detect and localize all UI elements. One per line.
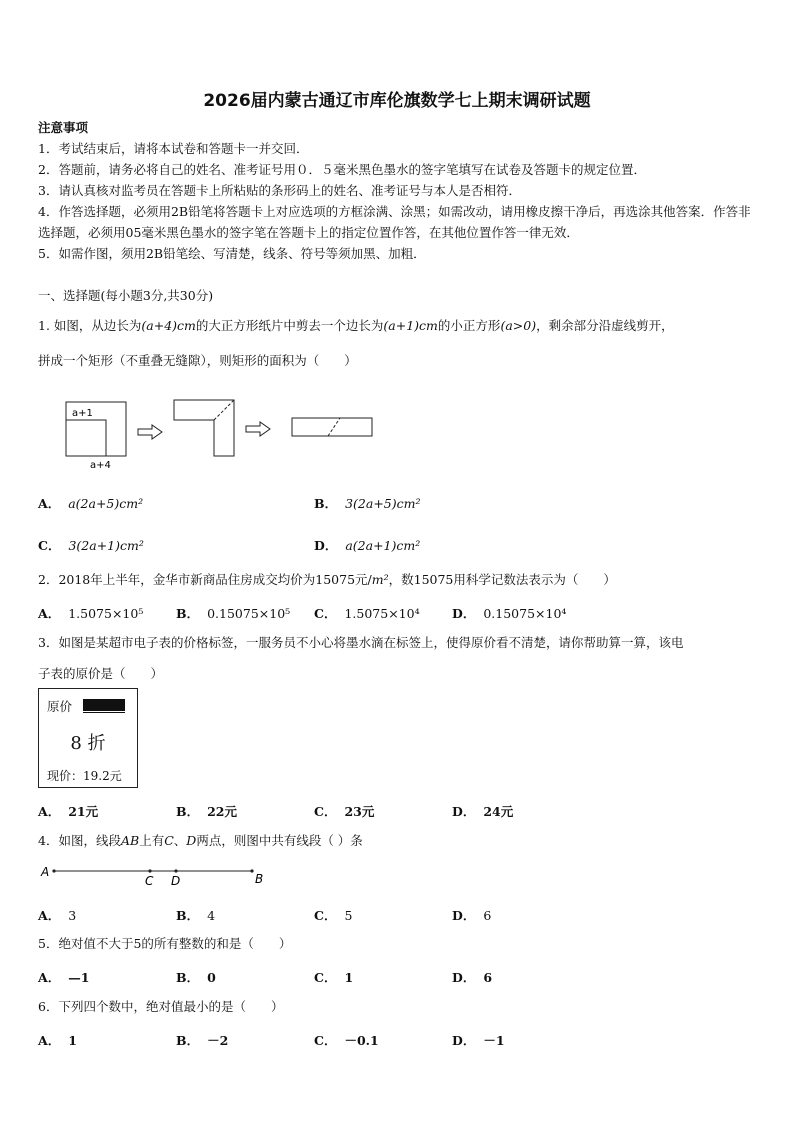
note-item-3: 3．请认真核对监考员在答题卡上所粘贴的条形码上的姓名、准考证号与本人是否相符． bbox=[38, 183, 521, 198]
option-text: 6 bbox=[483, 908, 492, 923]
q6-option-d[interactable] bbox=[452, 1031, 505, 1049]
section-heading: 一、选择题(每小题3分,共30分) bbox=[38, 288, 214, 303]
question-3-text: 3．如图是某超市电子表的价格标签，一服务员不小心将墨水滴在标签上，使得原价看不清楚，请你帮助算一算，该电 bbox=[38, 635, 684, 650]
point-a bbox=[52, 869, 55, 872]
q4-part-3: 、 bbox=[173, 833, 187, 848]
fig-label-big: a+4 bbox=[90, 460, 111, 471]
option-text: 1.5075×10⁵ bbox=[68, 606, 144, 621]
q1-math-3: (a>0) bbox=[500, 318, 537, 333]
option-text: 21元 bbox=[68, 804, 99, 819]
question-3-text-2: 子表的原价是（ ） bbox=[38, 666, 164, 681]
q1-part-2: 的大正方形纸片中剪去一个边长为 bbox=[195, 318, 384, 333]
q3-option-a[interactable] bbox=[38, 802, 98, 820]
question-1-text bbox=[38, 318, 674, 334]
label-d: D bbox=[171, 874, 181, 888]
q4-segment-figure bbox=[38, 862, 278, 892]
option-label: C． bbox=[314, 1033, 337, 1048]
option-text: —1 bbox=[68, 970, 90, 985]
option-text: 23元 bbox=[344, 804, 375, 819]
option-label: D． bbox=[452, 970, 476, 985]
option-label: B． bbox=[176, 1033, 200, 1048]
q2-math-1: m² bbox=[371, 572, 389, 587]
q1-math-2: (a+1)cm bbox=[383, 318, 438, 333]
option-label: B． bbox=[314, 496, 338, 511]
note-item-4: 4．作答选择题，必须用2B铅笔将答题卡上对应选项的方框涂满、涂黑；如需改动，请用橡皮擦干净后，再选涂其他答案．作答非选择题，必须用05毫米黑色墨水的签字笔在答题卡上的指定位置作答，在其他位置作答一律无效． bbox=[38, 204, 751, 240]
q1-part-1: 1. 如图，从边长为 bbox=[38, 318, 142, 333]
q2-part-2: ，数15075用科学记数法表示为（ ） bbox=[388, 572, 616, 587]
q2-option-b[interactable] bbox=[176, 604, 290, 622]
option-text: 3 bbox=[68, 908, 77, 923]
point-b bbox=[250, 869, 253, 872]
option-text: 5 bbox=[344, 908, 353, 923]
q2-option-c[interactable] bbox=[314, 604, 420, 622]
q4-part-1: 4．如图，线段 bbox=[38, 833, 121, 848]
label-b: B bbox=[255, 872, 264, 886]
option-label: D． bbox=[452, 908, 476, 923]
rectangle-result bbox=[292, 418, 372, 436]
q1-option-d[interactable] bbox=[314, 536, 420, 554]
notes-heading: 注意事项 bbox=[38, 120, 89, 135]
price-tag bbox=[38, 688, 138, 788]
q3-option-d[interactable] bbox=[452, 802, 513, 820]
q6-option-b[interactable] bbox=[176, 1031, 228, 1049]
q3-option-b[interactable] bbox=[176, 802, 237, 820]
small-square bbox=[66, 420, 106, 456]
option-label: C． bbox=[38, 538, 61, 553]
point-d bbox=[174, 869, 177, 872]
q6-option-a[interactable] bbox=[38, 1031, 77, 1049]
option-text: a(2a+1)cm² bbox=[345, 538, 421, 553]
option-text: 0 bbox=[207, 970, 216, 985]
q2-part-1: 2．2018年上半年，金华市新商品住房成交均价为15075元/ bbox=[38, 572, 372, 587]
option-text: 22元 bbox=[207, 804, 237, 819]
option-text: 0.15075×10⁴ bbox=[483, 606, 567, 621]
q4-math-2: C bbox=[164, 833, 174, 848]
option-text: 24元 bbox=[483, 804, 514, 819]
option-text: 3(2a+1)cm² bbox=[68, 538, 144, 553]
option-text: －2 bbox=[207, 1033, 229, 1048]
option-text: 6 bbox=[483, 970, 493, 985]
option-label: D． bbox=[452, 1033, 476, 1048]
q4-math-1: AB bbox=[120, 833, 140, 848]
q5-option-d[interactable] bbox=[452, 968, 492, 986]
option-text: 3(2a+5)cm² bbox=[345, 496, 421, 511]
option-label: A． bbox=[38, 496, 61, 511]
q2-option-d[interactable] bbox=[452, 604, 566, 622]
q1-math-1: (a+4)cm bbox=[141, 318, 196, 333]
ink-blot-underline bbox=[83, 712, 125, 713]
q3-option-c[interactable] bbox=[314, 802, 374, 820]
option-label: A． bbox=[38, 606, 61, 621]
note-item-5: 5．如需作图，须用2B铅笔绘、写清楚，线条、符号等须加黑、加粗． bbox=[38, 246, 426, 261]
option-text: －1 bbox=[483, 1033, 505, 1048]
q4-math-3: D bbox=[186, 833, 197, 848]
option-text: 4 bbox=[207, 908, 216, 923]
ink-blot bbox=[83, 699, 125, 711]
option-label: C． bbox=[314, 804, 337, 819]
l-shape-cut bbox=[214, 400, 234, 420]
option-label: B． bbox=[176, 606, 200, 621]
q5-option-c[interactable] bbox=[314, 968, 353, 986]
option-label: B． bbox=[176, 908, 200, 923]
q1-option-a[interactable] bbox=[38, 494, 143, 512]
option-label: B． bbox=[176, 804, 200, 819]
note-item-1: 1．考试结束后，请将本试卷和答题卡一并交回． bbox=[38, 141, 309, 156]
q1-figure bbox=[50, 392, 390, 472]
option-label: D． bbox=[314, 538, 338, 553]
q1-option-b[interactable] bbox=[314, 494, 420, 512]
tag-discount: 8 折 bbox=[70, 733, 106, 754]
q4-option-d[interactable] bbox=[452, 906, 491, 924]
option-label: A． bbox=[38, 970, 61, 985]
question-6-text: 6．下列四个数中，绝对值最小的是（ ） bbox=[38, 999, 284, 1014]
rectangle-cut bbox=[328, 418, 340, 436]
question-4-text bbox=[38, 833, 363, 849]
arrow-right-icon bbox=[138, 425, 162, 439]
option-text: a(2a+5)cm² bbox=[68, 496, 144, 511]
point-c bbox=[148, 869, 151, 872]
q4-part-4: 两点，则图中共有线段（ ）条 bbox=[196, 833, 363, 848]
fig-label-small: a+1 bbox=[72, 408, 93, 419]
option-label: B． bbox=[176, 970, 200, 985]
question-2-text bbox=[38, 572, 616, 588]
option-text: 0.15075×10⁵ bbox=[207, 606, 291, 621]
option-label: C． bbox=[314, 908, 337, 923]
q4-option-c[interactable] bbox=[314, 906, 352, 924]
q1-option-c[interactable] bbox=[38, 536, 144, 554]
q1-part-3: 的小正方形 bbox=[437, 318, 501, 333]
q2-option-a[interactable] bbox=[38, 604, 143, 622]
option-label: C． bbox=[314, 606, 337, 621]
note-item-2: 2．答题前，请务必将自己的姓名、准考证号用０．５毫米黑色墨水的签字笔填写在试卷及答题卡的规定位置． bbox=[38, 162, 646, 177]
option-text: －0.1 bbox=[344, 1033, 379, 1048]
q1-part-4: ，剩余部分沿虚线剪开， bbox=[536, 318, 674, 333]
label-c: C bbox=[145, 874, 154, 888]
q4-option-b[interactable] bbox=[176, 906, 215, 924]
q6-option-c[interactable] bbox=[314, 1031, 379, 1049]
option-label: A． bbox=[38, 908, 61, 923]
option-label: A． bbox=[38, 1033, 61, 1048]
option-text: 1.5075×10⁴ bbox=[344, 606, 420, 621]
option-text: 1 bbox=[68, 1033, 77, 1048]
q4-option-a[interactable] bbox=[38, 906, 76, 924]
option-label: D． bbox=[452, 804, 476, 819]
option-label: D． bbox=[452, 606, 476, 621]
question-5-text: 5．绝对值不大于5的所有整数的和是（ ） bbox=[38, 936, 292, 951]
label-a: A bbox=[41, 865, 50, 879]
tag-current-price: 现价：19.2元 bbox=[47, 769, 122, 783]
q4-part-2: 上有 bbox=[139, 833, 165, 848]
arrow-right-icon-2 bbox=[246, 422, 270, 436]
option-label: C． bbox=[314, 970, 337, 985]
q5-option-b[interactable] bbox=[176, 968, 216, 986]
tag-original-label: 原价 bbox=[47, 699, 73, 714]
option-text: 1 bbox=[344, 970, 354, 985]
option-label: A． bbox=[38, 804, 61, 819]
question-1-text-2: 拼成一个矩形（不重叠无缝隙），则矩形的面积为（ ） bbox=[38, 353, 357, 368]
q5-option-a[interactable] bbox=[38, 968, 89, 986]
page-title: 2026届内蒙古通辽市库伦旗数学七上期末调研试题 bbox=[203, 91, 591, 111]
